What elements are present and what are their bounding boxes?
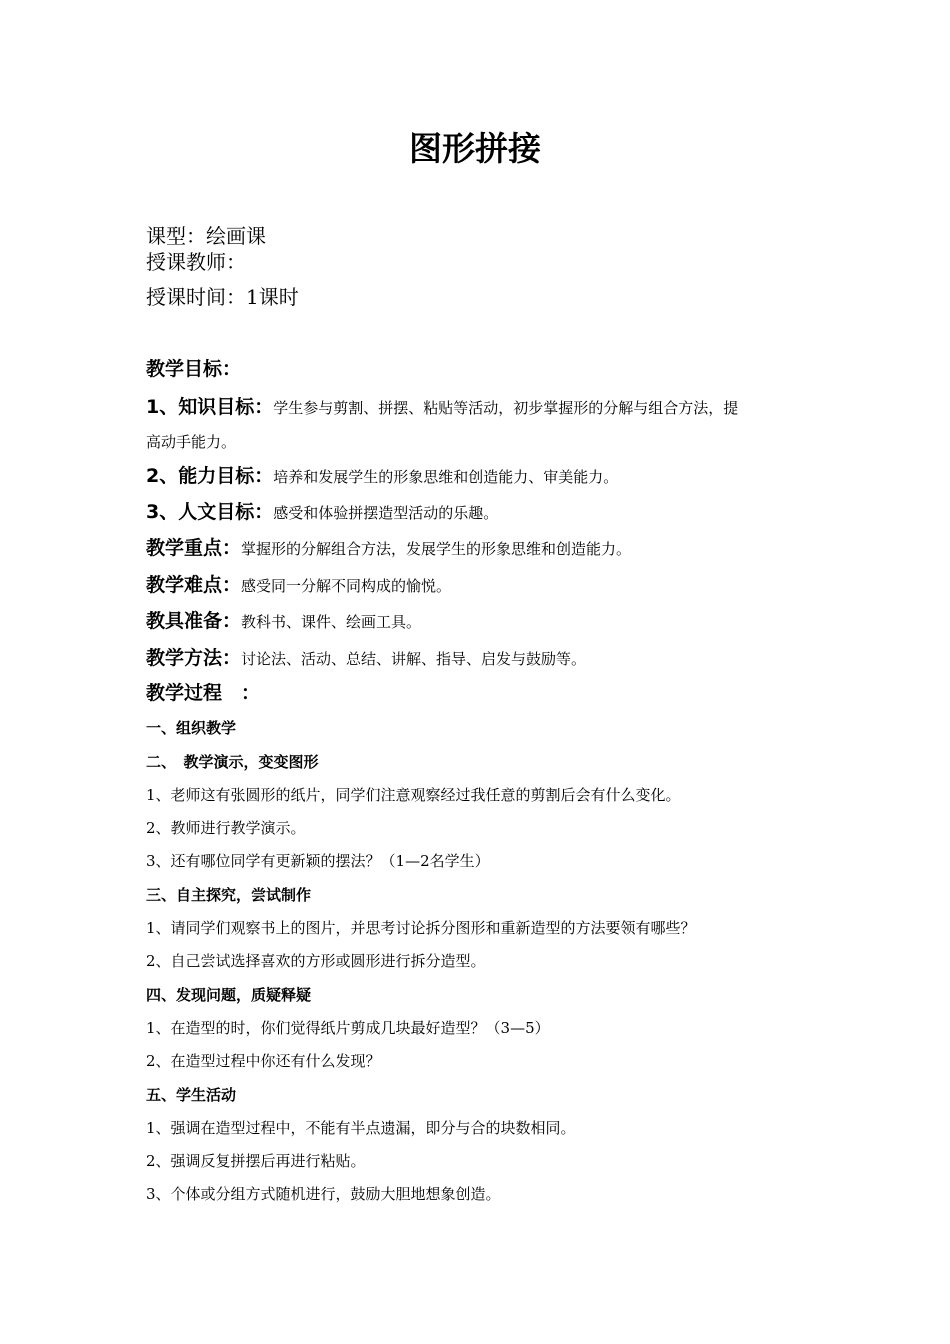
section-title: 二、 教学演示，变变图形: [146, 753, 319, 771]
lesson-time: 授课时间：1课时: [146, 285, 299, 309]
methods: [146, 649, 586, 668]
lesson-type: 课型：绘画课: [146, 224, 266, 248]
list-item: 3、还有哪位同学有更新颖的摆法？（1—2名学生）: [146, 852, 490, 870]
tools: [146, 612, 421, 631]
objectives-heading: 教学目标：: [146, 358, 242, 380]
key-points-label: 教学重点：: [146, 537, 242, 559]
knowledge-objective-text: 学生参与剪割、拼摆、粘贴等活动，初步掌握形的分解与组合方法，提: [273, 399, 739, 417]
list-item: 1、在造型的时，你们觉得纸片剪成几块最好造型？（3—5）: [146, 1019, 550, 1037]
list-item: 2、自己尝试选择喜欢的方形或圆形进行拆分造型。: [146, 952, 486, 970]
key-points-text: 掌握形的分解组合方法，发展学生的形象思维和创造能力。: [241, 540, 632, 558]
difficulty-label: 教学难点：: [146, 574, 242, 596]
humanity-objective-text: 感受和体验拼摆造型活动的乐趣。: [273, 504, 499, 522]
list-item: 2、强调反复拼摆后再进行粘贴。: [146, 1152, 366, 1170]
knowledge-objective: [146, 398, 738, 417]
list-item: 1、强调在造型过程中，不能有半点遗漏，即分与合的块数相同。: [146, 1119, 576, 1137]
ability-objective-text: 培养和发展学生的形象思维和创造能力、审美能力。: [273, 468, 619, 486]
tools-text: 教科书、课件、绘画工具。: [241, 613, 422, 631]
section-title: 四、发现问题，质疑释疑: [146, 986, 312, 1004]
tools-label: 教具准备：: [146, 610, 242, 632]
difficulty: [146, 576, 451, 595]
section-title: 一、组织教学: [146, 719, 237, 737]
process-heading: 教学过程 ：: [146, 682, 261, 704]
list-item: 3、个体或分组方式随机进行，鼓励大胆地想象创造。: [146, 1185, 501, 1203]
page-title: 图形拼接: [409, 129, 541, 168]
humanity-objective-label: 3、人文目标：: [146, 501, 274, 523]
key-points: [146, 539, 631, 558]
methods-label: 教学方法：: [146, 647, 242, 669]
knowledge-objective-text-cont: 高动手能力。: [146, 433, 237, 451]
humanity-objective: [146, 503, 498, 522]
list-item: 2、教师进行教学演示。: [146, 819, 306, 837]
list-item: 1、老师这有张圆形的纸片，同学们注意观察经过我任意的剪割后会有什么变化。: [146, 786, 681, 804]
knowledge-objective-label: 1、知识目标：: [146, 396, 274, 418]
list-item: 1、请同学们观察书上的图片，并思考讨论拆分图形和重新造型的方法要领有哪些？: [146, 919, 696, 937]
lesson-teacher: 授课教师：: [146, 250, 246, 274]
ability-objective-label: 2、能力目标：: [146, 465, 274, 487]
list-item: 2、在造型过程中你还有什么发现？: [146, 1052, 381, 1070]
section-title: 五、学生活动: [146, 1086, 237, 1104]
methods-text: 讨论法、活动、总结、讲解、指导、启发与鼓励等。: [241, 650, 587, 668]
ability-objective: [146, 467, 618, 486]
section-title: 三、自主探究，尝试制作: [146, 886, 312, 904]
difficulty-text: 感受同一分解不同构成的愉悦。: [241, 577, 452, 595]
